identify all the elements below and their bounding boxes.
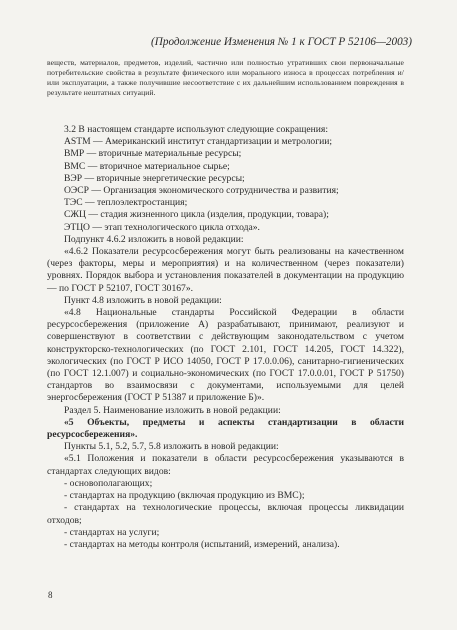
- continuation-paragraph: веществ, материалов, предметов, изделий, частично или полностью утративших свои первоначальные потребительские свойства в результате физического или морального износа в процессах потребления и/или эксплуатации, а также получившие несоответствие с их дальнейшим использованием повреждения в результате нештатных ситуаций.: [47, 58, 404, 97]
- paragraph: ОЭСР — Организация экономического сотрудничества и развития;: [64, 185, 339, 197]
- paragraph: Раздел 5. Наименование изложить в новой редакции:: [64, 404, 281, 416]
- page-number: 8: [48, 590, 53, 600]
- paragraph: ВМС — вторичное материальное сырье;: [64, 160, 230, 172]
- paragraph: Пункт 4.8 изложить в новой редакции:: [64, 294, 222, 306]
- paragraph: ASTM — Американский институт стандартизации и метрологии;: [64, 136, 333, 148]
- paragraph: ТЭС — теплоэлектростанция;: [64, 197, 188, 209]
- paragraph: - основополагающих;: [64, 477, 153, 489]
- paragraph: - стандартах на технологические процессы, включая процессы ликвидации отходов;: [47, 502, 404, 526]
- paragraph: - стандартах на методы контроля (испытаний, измерений, анализа).: [64, 538, 340, 550]
- paragraph: ВЭР — вторичные энергетические ресурсы;: [64, 172, 245, 184]
- paragraph: - стандартах на продукцию (включая продукцию из ВМС);: [64, 490, 305, 502]
- paragraph: ЭТЦО — этап технологического цикла отхода».: [64, 221, 260, 233]
- paragraph: - стандартах на услуги;: [64, 526, 160, 538]
- page-header: (Продолжение Изменения № 1 к ГОСТ Р 52106—2003): [151, 36, 412, 48]
- paragraph: «4.6.2 Показатели ресурсосбережения могут быть реализованы на качественном (через факторы, меры и мероприятия) и на количественном (через показатели) уровнях. Порядок выбора и установления показателей в документации на продукцию — по ГОСТ Р 52107, ГОСТ 30167».: [47, 246, 404, 294]
- paragraph: ВМР — вторичные материальные ресурсы;: [64, 148, 242, 160]
- paragraph: «5.1 Положения и показатели в области ресурсосбережения указываются в стандартах следующих видов:: [47, 453, 404, 477]
- paragraph: «5 Объекты, предметы и аспекты стандартизации в области ресурсосбережения».: [47, 416, 404, 441]
- paragraph: «4.8 Национальные стандарты Российской Федерации в области ресурсосбережения (приложение А) разрабатывают, принимают, реализуют и совершенствуют в соответствии с действующим законодательством с учетом конструкторско-технологических (по ГОСТ 2.101, ГОСТ 14.205, ГОСТ 14.322), экологических (по ГОСТ Р ИСО 14050, ГОСТ Р 17.0.0.06), санитарно-гигиенических (по ГОСТ 12.1.007) и социально-экономических (по ГОСТ 17.0.0.01, ГОСТ Р 51750) стандартов во взаимосвязи с документами, используемыми для целей энергосбережения (ГОСТ Р 51387 и приложение Б)».: [47, 307, 404, 404]
- continuation-text: [47, 58, 404, 98]
- paragraph: Пункты 5.1, 5.2, 5.7, 5.8 изложить в новой редакции:: [64, 441, 279, 453]
- paragraph: 3.2 В настоящем стандарте используют следующие сокращения:: [64, 124, 329, 135]
- main-text: [47, 124, 404, 551]
- paragraph: СЖЦ — стадия жизненного цикла (изделия, продукции, товара);: [64, 209, 329, 221]
- paragraph: Подпункт 4.6.2 изложить в новой редакции:: [64, 233, 244, 245]
